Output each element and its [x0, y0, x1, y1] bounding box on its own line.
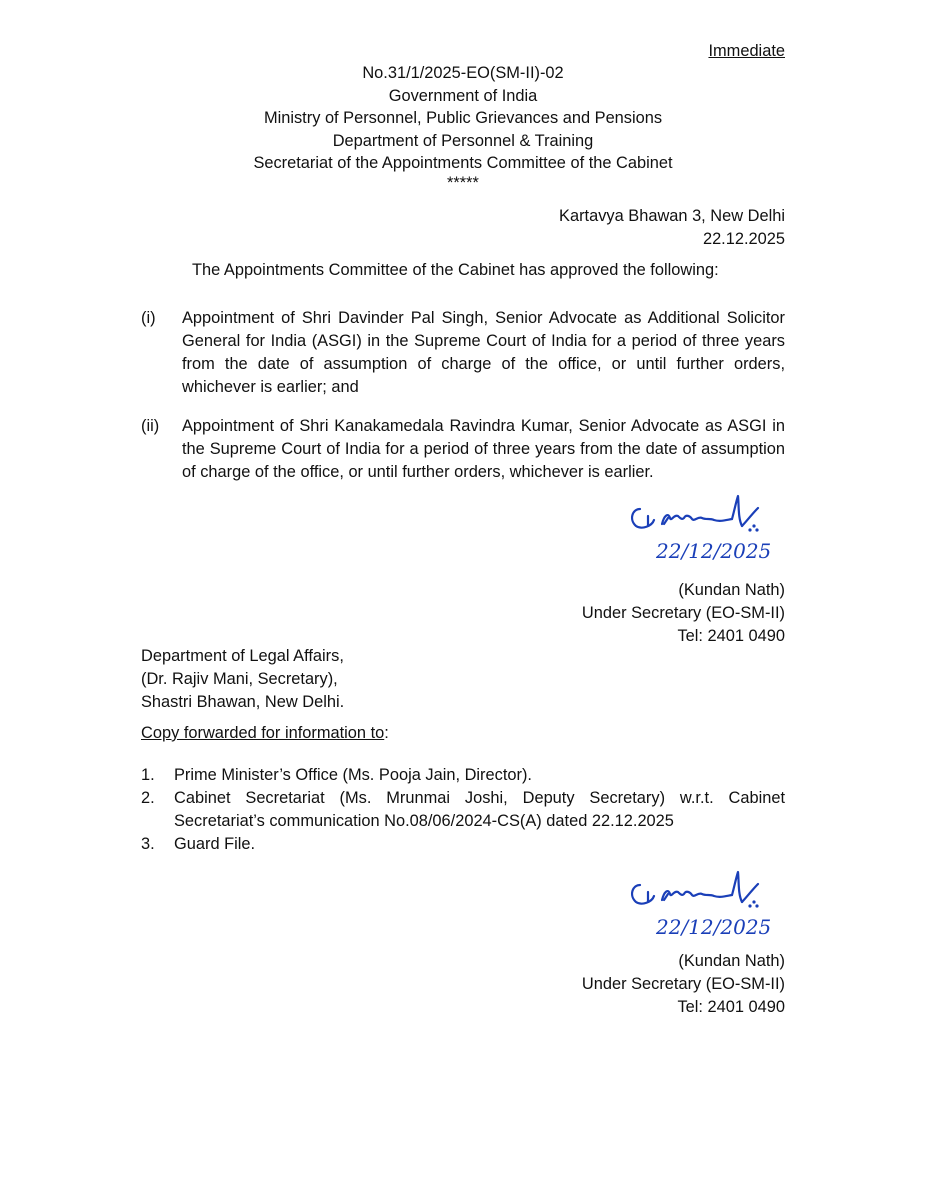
signatory-designation: Under Secretary (EO-SM-II)	[581, 604, 785, 622]
copy-heading-text: Copy forwarded for information to	[141, 724, 385, 742]
letter-header	[180, 62, 746, 198]
signatory-block	[582, 950, 785, 1019]
signatory-block	[582, 579, 785, 648]
header-separator: *****	[447, 173, 479, 192]
priority-label: Immediate	[708, 42, 785, 60]
item-text: Appointment of Shri Kanakamedala Ravindra Kumar, Senior Advocate as ASGI in the Supreme Court of India for a period of three years from the date of assumption of charge of the office, or until further orders, whichever is earlier.	[182, 417, 785, 481]
copy-heading	[141, 722, 389, 745]
addressee-line: Shastri Bhawan, New Delhi.	[141, 693, 345, 711]
list-item: Cabinet Secretariat (Ms. Mrunmai Joshi, Deputy Secretary) w.r.t. Cabinet Secretariat’s communication No.08/06/2024-CS(A) dated 22.12.2025	[174, 789, 785, 830]
signatory-name: (Kundan Nath)	[678, 581, 785, 599]
signature-image	[624, 492, 774, 567]
signature-date: 22/12/2025	[656, 915, 772, 939]
list-number: 1.	[141, 766, 155, 784]
letter-date: 22.12.2025	[702, 230, 785, 248]
list-number: 3.	[141, 835, 155, 853]
intro-text: The Appointments Committee of the Cabinet has approved the following:	[192, 261, 719, 279]
list-number: 2.	[141, 789, 155, 807]
item-number: (ii)	[141, 417, 160, 435]
signature-image	[624, 868, 774, 943]
place: Kartavya Bhawan 3, New Delhi	[559, 207, 785, 225]
signatory-name: (Kundan Nath)	[678, 952, 785, 970]
item-number: (i)	[141, 309, 156, 327]
item-text: Appointment of Shri Davinder Pal Singh, Senior Advocate as Additional Solicitor General for India (ASGI) in the Supreme Court of India for a period of three years from the date of assumption of charge of the office, or until further orders, whichever is earlier; and	[182, 309, 785, 396]
signatory-designation: Under Secretary (EO-SM-II)	[581, 975, 785, 993]
ministry-name: Ministry of Personnel, Public Grievances and Pensions	[263, 109, 663, 128]
department-name: Department of Personnel & Training	[332, 131, 594, 150]
signatory-tel: Tel: 2401 0490	[677, 627, 785, 645]
place-and-date	[559, 205, 785, 251]
secretariat-name: Secretariat of the Appointments Committee of the Cabinet	[253, 154, 673, 173]
list-item: Prime Minister’s Office (Ms. Pooja Jain, Director).	[174, 766, 532, 784]
copy-heading-colon: :	[384, 724, 389, 742]
signature-date: 22/12/2025	[656, 539, 772, 563]
addressee-block	[141, 645, 344, 714]
addressee-line: (Dr. Rajiv Mani, Secretary),	[141, 670, 338, 688]
file-number: No.31/1/2025-EO(SM-II)-02	[362, 64, 564, 82]
list-item: Guard File.	[174, 835, 256, 853]
government-name: Government of India	[388, 86, 538, 105]
signatory-tel: Tel: 2401 0490	[677, 998, 785, 1016]
addressee-line: Department of Legal Affairs,	[141, 647, 344, 665]
